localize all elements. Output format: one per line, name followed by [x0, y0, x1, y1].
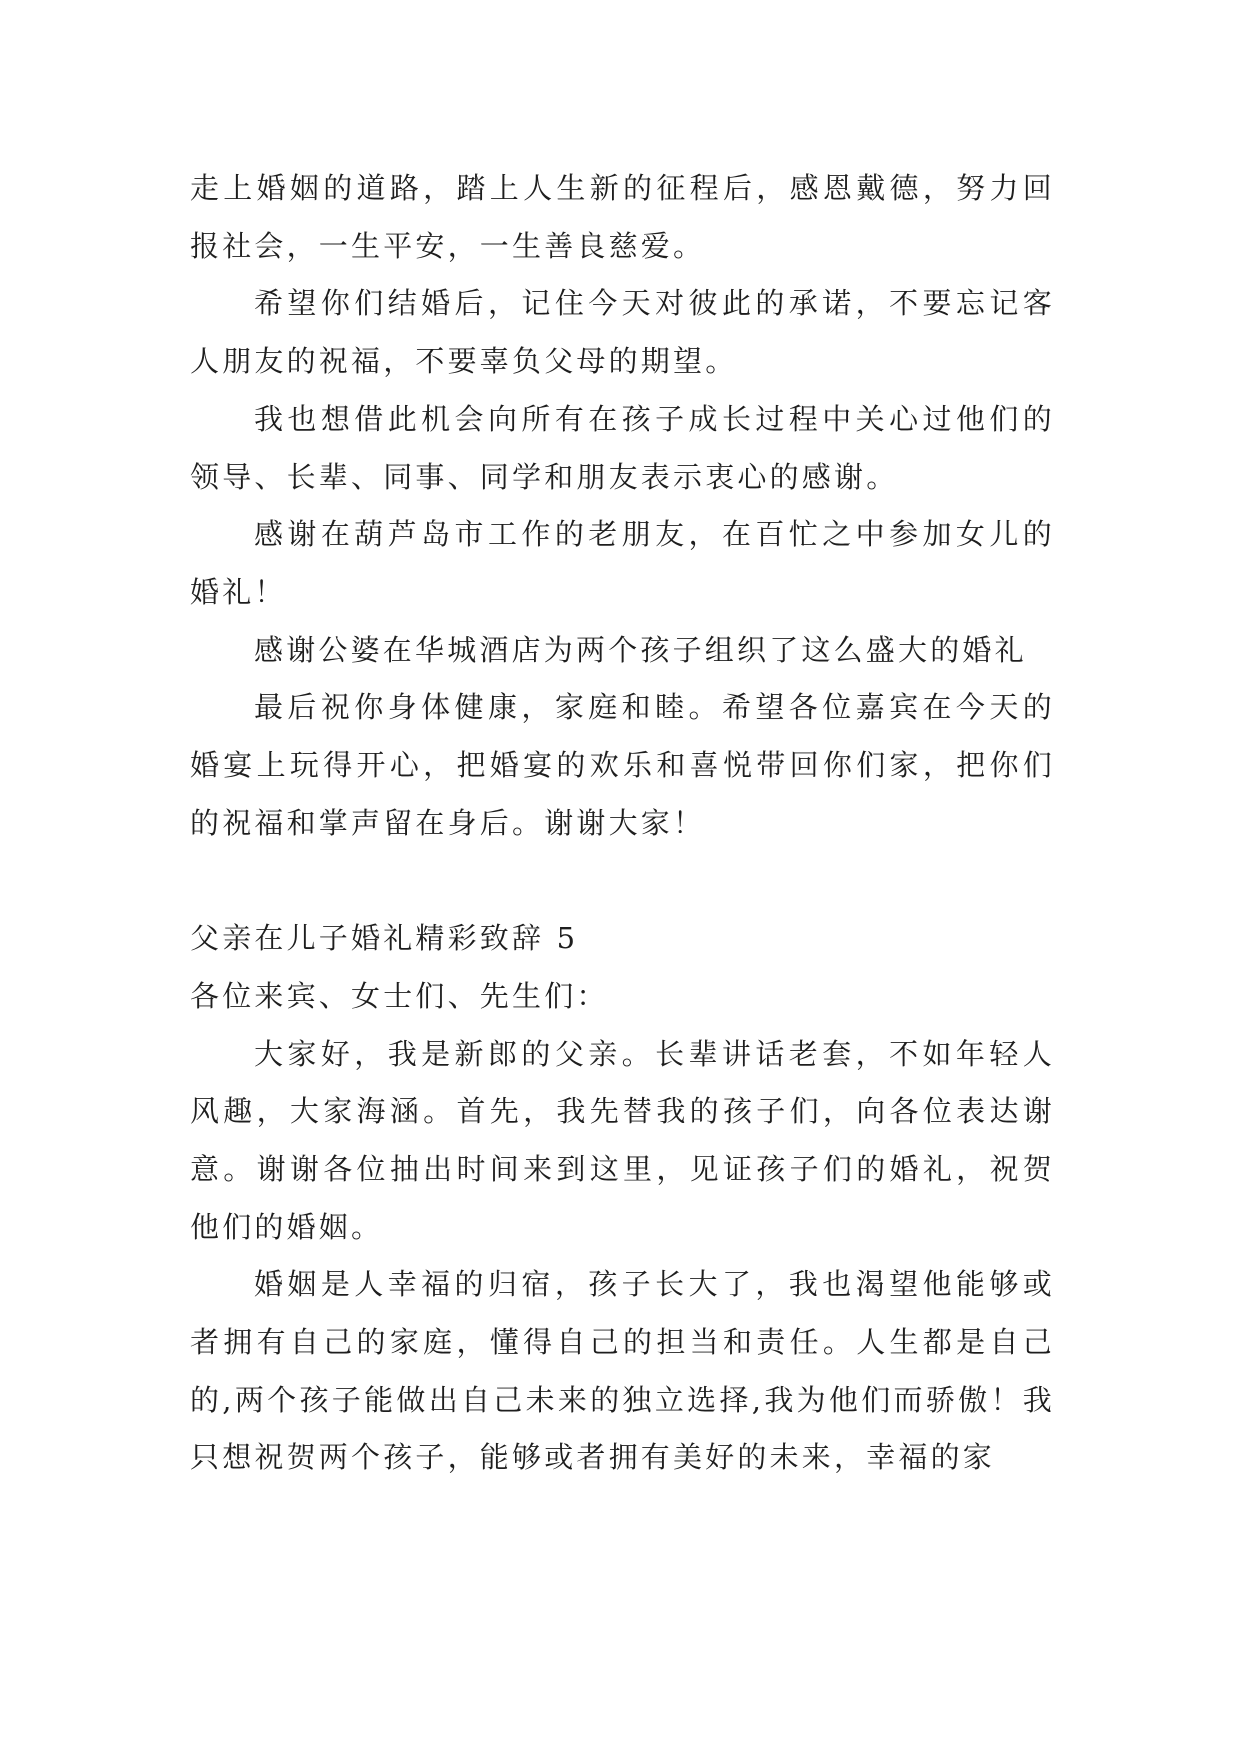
section-title: 父亲在儿子婚礼精彩致辞 5 [190, 921, 579, 956]
paragraph: 婚姻是人幸福的归宿，孩子长大了，我也渴望他能够或者拥有自己的家庭，懂得自己的担当和责任。人生都是自己的,两个孩子能做出自己未来的独立选择,我为他们而骄傲！我只想祝贺两个孩子，能够或者拥有美好的未来，幸福的家 [190, 1267, 1055, 1475]
paragraph: 大家好，我是新郎的父亲。长辈讲话老套，不如年轻人风趣，大家海涵。首先，我先替我的孩子们，向各位表达谢意。谢谢各位抽出时间来到这里，见证孩子们的婚礼，祝贺他们的婚姻。 [190, 1036, 1055, 1244]
paragraph: 走上婚姻的道路，踏上人生新的征程后，感恩戴德，努力回报社会，一生平安，一生善良慈爱。 [190, 171, 1055, 263]
paragraph: 感谢在葫芦岛市工作的老朋友，在百忙之中参加女儿的婚礼！ [190, 517, 1055, 609]
salutation: 各位来宾、女士们、先生们： [190, 978, 609, 1013]
paragraph: 希望你们结婚后，记住今天对彼此的承诺，不要忘记客人朋友的祝福，不要辜负父母的期望。 [190, 286, 1055, 379]
document-body [190, 160, 1055, 1487]
paragraph: 我也想借此机会向所有在孩子成长过程中关心过他们的领导、长辈、同事、同学和朋友表示衷心的感谢。 [190, 401, 1055, 494]
paragraph: 感谢公婆在华城酒店为两个孩子组织了这么盛大的婚礼 [254, 632, 1027, 667]
paragraph: 最后祝你身体健康，家庭和睦。希望各位嘉宾在今天的婚宴上玩得开心，把婚宴的欢乐和喜悦带回你们家，把你们的祝福和掌声留在身后。谢谢大家！ [190, 690, 1055, 840]
